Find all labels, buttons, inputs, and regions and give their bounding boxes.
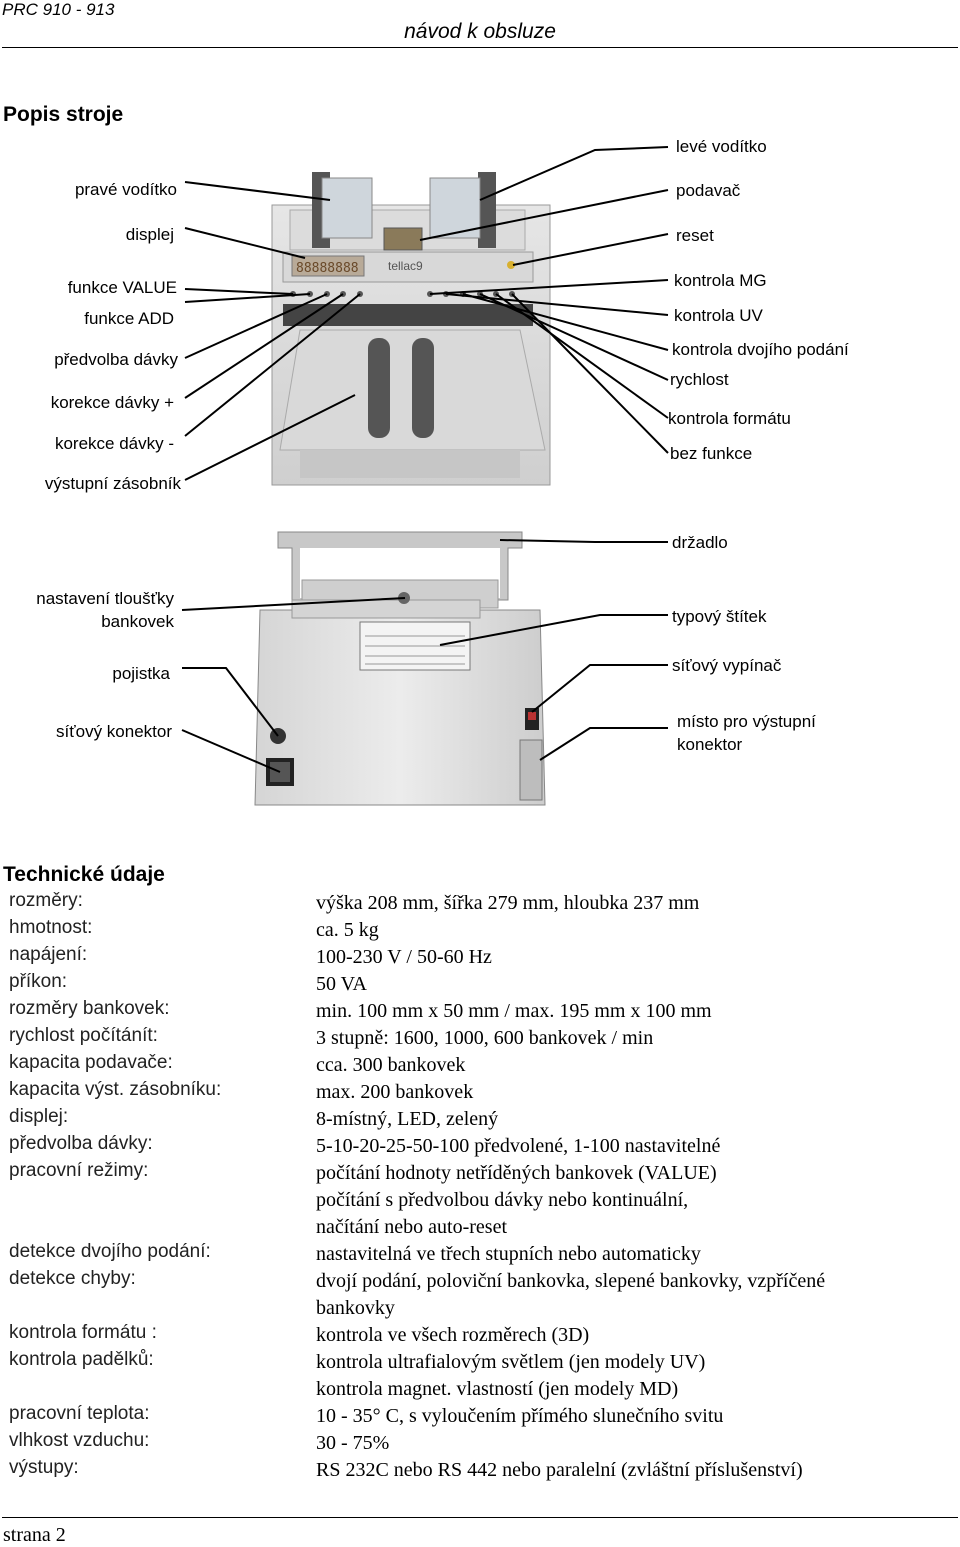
label-output-connector: místo pro výstupní konektor [677,712,816,754]
spec-value-line: min. 100 mm x 50 mm / max. 195 mm x 100 mm [316,1000,712,1022]
label-fuse: pojistka [112,664,170,683]
spec-value [316,1349,936,1403]
spec-value-line: dvojí podání, poloviční bankovka, slepené bankovky, vzpříčené [316,1270,826,1292]
tray-slot-right [412,338,434,438]
spec-key: kontrola formátu : [9,1322,157,1343]
spec-value-line: 50 VA [316,973,367,995]
label-function-add: funkce ADD [84,309,174,328]
spec-key: hmotnost: [9,917,93,938]
label-thickness-setting: nastavení tloušťky bankovek [36,589,174,631]
back-machine-photo [255,532,545,805]
spec-key: pracovní teplota: [9,1403,150,1424]
label-no-function: bez funkce [670,444,753,463]
label-power-connector: síťový konektor [56,722,172,741]
spec-value [316,890,936,917]
spec-value-line: RS 232C nebo RS 442 nebo paralelní (zvláštní příslušenství) [316,1459,803,1481]
spec-value [316,1133,936,1160]
spec-key: rozměry: [9,890,83,911]
label-reset: reset [676,226,714,245]
spec-value-line: počítání s předvolbou dávky nebo kontinuální, [316,1189,689,1211]
spec-value [316,1241,936,1268]
spec-key: předvolba dávky: [9,1133,153,1154]
spec-value-line: cca. 300 bankovek [316,1054,466,1076]
model-number: PRC 910 - 913 [2,0,115,19]
spec-value [316,1322,936,1349]
spec-value [316,917,936,944]
spec-value [316,971,936,998]
spec-value-line: 30 - 75% [316,1432,390,1454]
spec-key: kapacita výst. zásobníku: [9,1079,222,1100]
label-display: displej [125,225,174,244]
label-uv-check: kontrola UV [674,306,763,325]
spec-value-line: nastavitelná ve třech stupních nebo automaticky [316,1243,701,1265]
spec-key: příkon: [9,971,68,992]
label-speed: rychlost [670,370,729,389]
spec-key: displej: [9,1106,69,1127]
label-type-plate: typový štítek [672,607,767,626]
spec-key: výstupy: [9,1457,79,1478]
display-digits: 88888888 [296,261,359,276]
spec-key: rychlost počítánít: [9,1025,158,1046]
label-batch-plus: korekce dávky + [50,393,174,412]
spec-value [316,1457,936,1484]
tech-title: Technické údaje [3,863,165,886]
spec-value-line: počítání hodnoty netříděných bankovek (VALUE) [316,1162,717,1184]
output-connector-slot [520,740,542,800]
spec-value-line: max. 200 bankovek [316,1081,474,1103]
label-function-value: funkce VALUE [67,278,177,297]
spec-value [316,1430,936,1457]
spec-key: rozměry bankovek: [9,998,170,1019]
spec-value-line: výška 208 mm, šířka 279 mm, hloubka 237 mm [316,892,700,914]
label-batch-preset: předvolba dávky [54,350,178,369]
brand-logo: tellac9 [388,259,423,273]
spec-value-line: kontrola ultrafialovým světlem (jen modely UV) [316,1351,706,1373]
spec-value-line: ca. 5 kg [316,919,379,941]
label-output-stacker: výstupní zásobník [44,474,181,493]
spec-value-line: 8-místný, LED, zelený [316,1108,499,1130]
spec-key: detekce dvojího podání: [9,1241,211,1262]
spec-value-line: načítání nebo auto-reset [316,1216,508,1238]
front-machine-photo [272,172,550,485]
spec-value-line: 100-230 V / 50-60 Hz [316,946,492,968]
spec-value [316,998,936,1025]
feeder [384,228,422,250]
label-left-guide: levé vodítko [676,137,767,156]
spec-value [316,1106,936,1133]
label-batch-minus: korekce dávky - [54,434,174,453]
label-size-check: kontrola formátu [668,409,791,428]
spec-value-line: bankovky [316,1297,395,1319]
page-number: strana 2 [3,1524,66,1546]
spec-key: napájení: [9,944,88,965]
spec-value-line: 3 stupně: 1600, 1000, 600 bankovek / min [316,1027,654,1049]
spec-value [316,1160,936,1241]
spec-key: detekce chyby: [9,1268,136,1289]
footer-rule [2,1517,958,1518]
spec-value [316,1403,936,1430]
spec-value [316,1079,936,1106]
spec-value-line: kontrola ve všech rozměrech (3D) [316,1324,590,1346]
spec-value [316,1268,936,1322]
label-double-check: kontrola dvojího podání [672,340,849,359]
label-power-switch: síťový vypínač [672,656,782,675]
spec-value [316,1025,936,1052]
section-title: Popis stroje [3,103,124,126]
label-handle: držadlo [672,533,728,552]
right-guide [312,172,372,248]
spec-key: kapacita podavače: [9,1052,173,1073]
spec-key: vlhkost vzduchu: [9,1430,150,1451]
label-mg-check: kontrola MG [674,271,767,290]
label-right-guide: pravé vodítko [74,180,177,199]
spec-value [316,944,936,971]
spec-value-line: 5-10-20-25-50-100 předvolené, 1-100 nastavitelné [316,1135,721,1157]
spec-key: pracovní režimy: [9,1160,149,1181]
spec-key: kontrola padělků: [9,1349,154,1370]
spec-value [316,1052,936,1079]
tray-slot-left [368,338,390,438]
spec-value-line: kontrola magnet. vlastností (jen modely MD) [316,1378,679,1400]
manual-title: návod k obsluze [404,20,556,43]
label-feeder: podavač [676,181,741,200]
spec-value-line: 10 - 35° C, s vyloučením přímého slunečního svitu [316,1405,724,1427]
